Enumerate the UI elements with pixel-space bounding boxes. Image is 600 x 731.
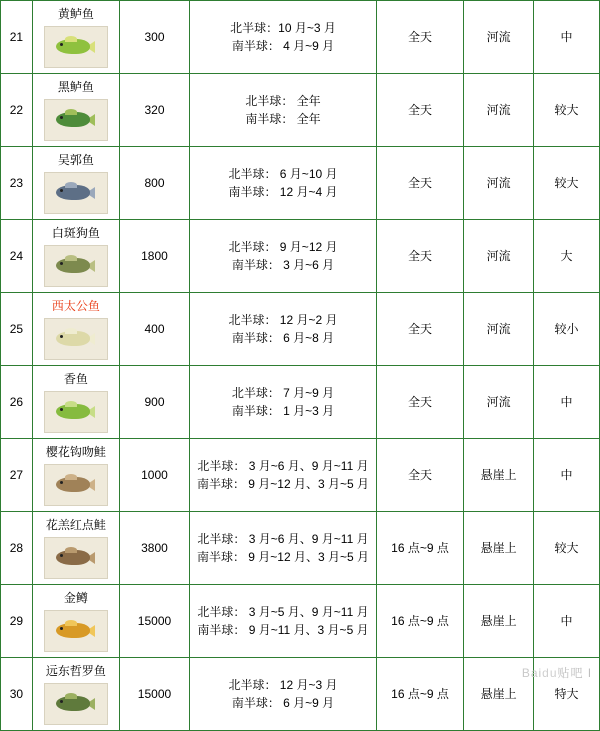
fish-size: 大 bbox=[534, 220, 600, 293]
table-row bbox=[1, 585, 600, 658]
fish-months-cell bbox=[190, 585, 377, 658]
months-southern: 南半球： 9 月~12 月、3 月~5 月 bbox=[196, 550, 370, 564]
fish-hours: 全天 bbox=[376, 220, 463, 293]
fish-name: 樱花钩吻鲑 bbox=[45, 445, 106, 459]
watermark-bai: Bai bbox=[521, 666, 543, 680]
fish-price: 900 bbox=[119, 366, 189, 439]
fish-hours: 16 点~9 点 bbox=[376, 585, 463, 658]
fish-hours: 全天 bbox=[376, 293, 463, 366]
watermark-tieba: 贴吧 bbox=[557, 666, 584, 680]
fish-location: 悬崖上 bbox=[464, 439, 534, 512]
months-northern: 北半球： 9 月~12 月 bbox=[228, 240, 338, 254]
months-northern: 北半球： 全年 bbox=[245, 94, 321, 108]
fish-hours: 全天 bbox=[376, 74, 463, 147]
row-index: 27 bbox=[1, 439, 33, 512]
fish-name: 金鳟 bbox=[63, 591, 88, 605]
months-northern: 北半球： 3 月~6 月、9 月~11 月 bbox=[197, 459, 369, 473]
fish-location: 悬崖上 bbox=[464, 512, 534, 585]
fish-price: 800 bbox=[119, 147, 189, 220]
fish-icon bbox=[44, 464, 108, 506]
row-index: 26 bbox=[1, 366, 33, 439]
months-southern: 南半球： 12 月~4 月 bbox=[228, 185, 338, 199]
fish-name: 西太公鱼 bbox=[51, 299, 100, 313]
fish-months-cell bbox=[190, 1, 377, 74]
fish-location: 河流 bbox=[464, 366, 534, 439]
fish-hours: 全天 bbox=[376, 439, 463, 512]
row-index: 29 bbox=[1, 585, 33, 658]
fish-price: 300 bbox=[119, 1, 189, 74]
fish-price: 320 bbox=[119, 74, 189, 147]
fish-icon bbox=[44, 245, 108, 287]
fish-icon bbox=[44, 683, 108, 725]
fish-location: 河流 bbox=[464, 74, 534, 147]
row-index: 21 bbox=[1, 1, 33, 74]
table-row bbox=[1, 293, 600, 366]
fish-location: 河流 bbox=[464, 220, 534, 293]
fish-size: 中 bbox=[534, 366, 600, 439]
fish-name: 白斑狗鱼 bbox=[51, 226, 100, 240]
fish-hours: 全天 bbox=[376, 366, 463, 439]
fish-location: 河流 bbox=[464, 293, 534, 366]
row-index: 28 bbox=[1, 512, 33, 585]
fish-months-cell bbox=[190, 658, 377, 731]
row-index: 25 bbox=[1, 293, 33, 366]
table-row bbox=[1, 512, 600, 585]
months-southern: 南半球： 6 月~9 月 bbox=[231, 696, 335, 710]
table-row bbox=[1, 439, 600, 512]
fish-icon bbox=[44, 99, 108, 141]
watermark-du: du bbox=[542, 666, 558, 680]
fish-size: 较大 bbox=[534, 512, 600, 585]
fish-months-cell bbox=[190, 147, 377, 220]
fish-price: 400 bbox=[119, 293, 189, 366]
fish-size: 特大 bbox=[534, 658, 600, 731]
fish-name-cell bbox=[32, 585, 119, 658]
row-index: 30 bbox=[1, 658, 33, 731]
months-southern: 南半球： 全年 bbox=[245, 112, 321, 126]
fish-name-cell bbox=[32, 220, 119, 293]
fish-name: 黑鲈鱼 bbox=[57, 80, 94, 94]
fish-icon bbox=[44, 537, 108, 579]
fish-price: 15000 bbox=[119, 658, 189, 731]
months-southern: 南半球： 1 月~3 月 bbox=[231, 404, 335, 418]
table-row bbox=[1, 74, 600, 147]
fish-hours: 16 点~9 点 bbox=[376, 658, 463, 731]
months-northern: 北半球： 3 月~6 月、9 月~11 月 bbox=[197, 532, 369, 546]
fish-name: 花羔红点鲑 bbox=[45, 518, 106, 532]
months-northern: 北半球： 3 月~5 月、9 月~11 月 bbox=[197, 605, 369, 619]
row-index: 24 bbox=[1, 220, 33, 293]
fish-location: 悬崖上 bbox=[464, 585, 534, 658]
fish-name-cell bbox=[32, 147, 119, 220]
fish-icon bbox=[44, 172, 108, 214]
fish-icon bbox=[44, 26, 108, 68]
fish-hours: 全天 bbox=[376, 147, 463, 220]
fish-location: 河流 bbox=[464, 147, 534, 220]
fish-size: 较大 bbox=[534, 147, 600, 220]
fish-name: 远东哲罗鱼 bbox=[45, 664, 106, 678]
fish-months-cell bbox=[190, 220, 377, 293]
fish-name-cell bbox=[32, 439, 119, 512]
table-row bbox=[1, 147, 600, 220]
fish-price: 1800 bbox=[119, 220, 189, 293]
row-index: 23 bbox=[1, 147, 33, 220]
fish-location: 河流 bbox=[464, 1, 534, 74]
fish-months-cell bbox=[190, 366, 377, 439]
months-northern: 北半球： 12 月~3 月 bbox=[228, 678, 338, 692]
fish-size: 中 bbox=[534, 1, 600, 74]
fish-name-cell bbox=[32, 366, 119, 439]
fish-name: 黄鲈鱼 bbox=[57, 7, 94, 21]
fish-name-cell bbox=[32, 293, 119, 366]
fish-size: 中 bbox=[534, 439, 600, 512]
months-northern: 北半球： 7 月~9 月 bbox=[231, 386, 335, 400]
fish-size: 较大 bbox=[534, 74, 600, 147]
months-northern: 北半球： 6 月~10 月 bbox=[228, 167, 338, 181]
fish-price: 3800 bbox=[119, 512, 189, 585]
watermark bbox=[522, 664, 592, 681]
fish-months-cell bbox=[190, 512, 377, 585]
fish-months-cell bbox=[190, 439, 377, 512]
months-southern: 南半球： 9 月~11 月、3 月~5 月 bbox=[197, 623, 369, 637]
fish-icon bbox=[44, 610, 108, 652]
months-northern: 北半球：10 月~3 月 bbox=[230, 21, 336, 35]
table-row bbox=[1, 366, 600, 439]
fish-months-cell bbox=[190, 293, 377, 366]
fish-name-cell bbox=[32, 74, 119, 147]
fish-name-cell bbox=[32, 512, 119, 585]
months-northern: 北半球： 12 月~2 月 bbox=[228, 313, 338, 327]
months-southern: 南半球： 4 月~9 月 bbox=[231, 39, 335, 53]
fish-hours: 16 点~9 点 bbox=[376, 512, 463, 585]
fish-size: 较小 bbox=[534, 293, 600, 366]
fish-name-cell bbox=[32, 658, 119, 731]
months-southern: 南半球： 6 月~8 月 bbox=[231, 331, 335, 345]
table-row bbox=[1, 220, 600, 293]
months-southern: 南半球： 9 月~12 月、3 月~5 月 bbox=[196, 477, 370, 491]
fish-location: 悬崖上 bbox=[464, 658, 534, 731]
fish-name: 吴郭鱼 bbox=[57, 153, 94, 167]
watermark-suffix: ǀ bbox=[587, 666, 592, 680]
fish-hours: 全天 bbox=[376, 1, 463, 74]
fish-price: 15000 bbox=[119, 585, 189, 658]
table-row bbox=[1, 658, 600, 731]
fish-price: 1000 bbox=[119, 439, 189, 512]
row-index: 22 bbox=[1, 74, 33, 147]
fish-months-cell bbox=[190, 74, 377, 147]
fish-icon bbox=[44, 391, 108, 433]
table-row bbox=[1, 1, 600, 74]
fish-size: 中 bbox=[534, 585, 600, 658]
fish-icon bbox=[44, 318, 108, 360]
fish-name-cell bbox=[32, 1, 119, 74]
fish-name: 香鱼 bbox=[63, 372, 88, 386]
months-southern: 南半球： 3 月~6 月 bbox=[231, 258, 335, 272]
